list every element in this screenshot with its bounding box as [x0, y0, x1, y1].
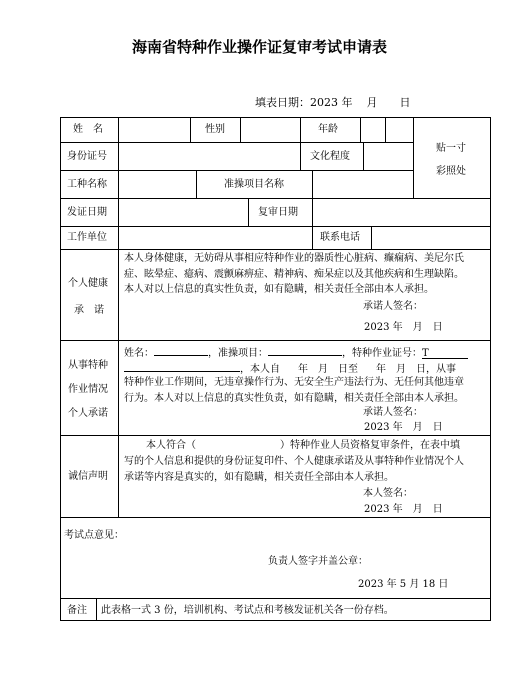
- fill-date: [255, 94, 411, 110]
- table-border-right: [490, 117, 491, 621]
- col-line: [196, 170, 197, 198]
- work-name-blank[interactable]: [154, 345, 208, 356]
- col-line: [240, 117, 241, 142]
- gender-label: 性别: [205, 124, 225, 135]
- id-field[interactable]: [120, 144, 298, 168]
- col-line: [360, 117, 361, 142]
- work-label-3: 个人承诺: [68, 408, 108, 419]
- form-title: 海南省特种作业操作证复审考试申请表: [131, 38, 387, 56]
- exam-date: 2023 年 5 月 18 日: [358, 579, 449, 590]
- row-line: [60, 142, 413, 143]
- name-field[interactable]: [120, 119, 188, 140]
- table-border-top: [60, 117, 491, 118]
- col-line: [371, 226, 372, 249]
- row-line: [60, 170, 413, 171]
- col-line: [300, 117, 301, 142]
- exam-sign: 负责人签字并盖公章：: [268, 556, 368, 567]
- issue-date-field[interactable]: [120, 200, 246, 224]
- work-label-1: 从事特种: [68, 360, 108, 371]
- exam-opinion-label: 考试点意见：: [64, 530, 124, 541]
- col-line: [385, 117, 386, 142]
- issue-date-label: 发证日期: [67, 207, 107, 218]
- col-line: [312, 226, 313, 249]
- fill-date-month: 月: [366, 96, 378, 109]
- item-field[interactable]: [314, 172, 411, 196]
- review-date-label: 复审日期: [258, 207, 298, 218]
- review-date-field[interactable]: [314, 200, 489, 224]
- work-cert-prefix: T: [422, 348, 429, 359]
- row-line: [60, 517, 491, 518]
- remark-label: 备注: [67, 605, 87, 616]
- health-label-1: 个人健康: [68, 278, 108, 289]
- photo-label-2: 彩照处: [436, 166, 466, 177]
- education-label: 文化程度: [310, 151, 350, 162]
- col-line: [413, 117, 414, 198]
- education-field[interactable]: [365, 144, 411, 168]
- row-line: [60, 340, 491, 341]
- row-line: [60, 435, 491, 436]
- job-label: 工种名称: [67, 179, 107, 190]
- integrity-line-1a: 本人符合（: [146, 440, 196, 451]
- work-blank-2[interactable]: [124, 361, 240, 372]
- table-border-left: [60, 117, 61, 621]
- integrity-line-1b: ）特种作业人员资格复审条件，在表中填: [280, 440, 460, 451]
- fill-date-label: 填表日期：: [255, 96, 310, 109]
- job-field[interactable]: [120, 172, 194, 196]
- col-line: [190, 117, 191, 142]
- work-line-2: [124, 361, 456, 376]
- health-text: [124, 251, 488, 298]
- integrity-label: 诚信声明: [68, 471, 108, 482]
- health-line-1: 本人身体健康，无妨碍从事相应特种作业的器质性心脏病、癫痫病、美尼尔氏: [124, 253, 464, 264]
- name-label: 姓 名: [73, 124, 103, 135]
- integrity-date: 2023 年 月 日: [364, 504, 443, 515]
- health-date: 2023 年 月 日: [364, 322, 443, 333]
- work-line-2b: 年 月 日至: [298, 364, 358, 375]
- gender-field[interactable]: [242, 119, 298, 140]
- col-line: [312, 170, 313, 198]
- integrity-line-1: [146, 440, 460, 452]
- fill-date-day: 日: [399, 96, 411, 109]
- col-line: [118, 117, 119, 517]
- work-label-2: 作业情况: [68, 384, 108, 395]
- work-line-4: 行为。本人对以上信息的真实性负责，如有隐瞒，相关责任全部由本人承担。: [124, 393, 464, 404]
- row-line: [60, 249, 491, 250]
- integrity-line-2: 写的个人信息和提供的身份证复印件、个人健康承诺及从事特种作业情况个人: [124, 456, 464, 467]
- col-line: [248, 198, 249, 226]
- work-date: 2023 年 月 日: [364, 422, 443, 433]
- health-line-2: 症、眩晕症、癔病、震颤麻痹症、精神病、痴呆症以及其他疾病和生理缺陷。: [124, 268, 464, 280]
- work-name-label: 姓名：: [124, 348, 154, 359]
- phone-field[interactable]: [373, 228, 489, 247]
- integrity-line-3: 承诺等内容是真实的，如有隐瞒，相关责任全部由本人承担。: [124, 472, 394, 483]
- work-line-2a: ，本人自: [240, 364, 280, 375]
- id-label: 身份证号: [67, 151, 107, 162]
- phone-label: 联系电话: [320, 232, 360, 243]
- work-item-label: ，准操项目：: [208, 348, 268, 359]
- health-label-2: 承 诺: [74, 305, 104, 316]
- table-border-bottom: [60, 620, 491, 621]
- work-line-2c: 年 月 日，从事: [376, 364, 456, 375]
- fill-date-year: 2023 年: [310, 96, 353, 109]
- col-line: [96, 598, 97, 621]
- integrity-sign: 本人签名：: [363, 488, 413, 499]
- work-line-1: [124, 345, 468, 360]
- age-label: 年龄: [318, 124, 338, 135]
- work-cert-blank[interactable]: [422, 348, 468, 359]
- age-field[interactable]: [362, 119, 384, 140]
- health-line-3: 本人对以上信息的真实性负责，如有隐瞒，相关责任全部由本人承担。: [124, 284, 434, 295]
- unit-label: 工作单位: [67, 232, 107, 243]
- work-line-3: 特种作业工作期间，无违章操作行为、无安全生产违法行为、无任何其他违章: [124, 377, 464, 388]
- photo-label-1: 贴一寸: [436, 143, 466, 154]
- work-cert-label: ，特种作业证号：: [342, 348, 422, 359]
- unit-field[interactable]: [120, 228, 310, 247]
- row-line: [60, 226, 491, 227]
- col-line: [312, 198, 313, 226]
- remark-text: 此表格一式 3 份，培训机构、考试点和考核发证机关各一份存档。: [101, 605, 394, 616]
- work-sign: 承诺人签名：: [363, 407, 423, 418]
- item-label: 准操项目名称: [224, 179, 284, 190]
- health-sign: 承诺人签名：: [363, 301, 423, 312]
- col-line: [300, 142, 301, 170]
- col-line: [363, 142, 364, 170]
- work-item-blank[interactable]: [268, 345, 342, 356]
- row-line: [60, 598, 491, 599]
- row-line: [60, 198, 491, 199]
